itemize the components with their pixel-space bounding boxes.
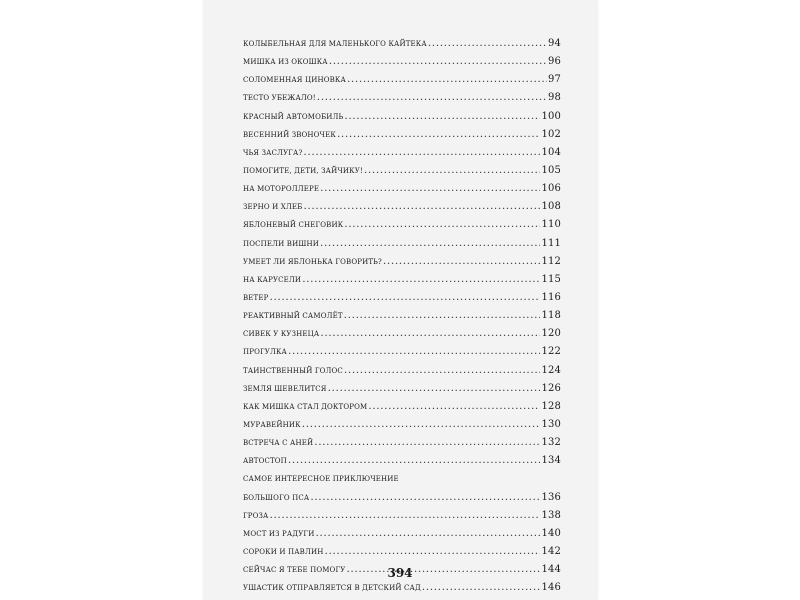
toc-entry bbox=[243, 252, 561, 270]
toc-dot-leader bbox=[270, 506, 541, 524]
toc-entry-page: 108 bbox=[541, 201, 561, 213]
toc-entry-title: самое интересное приключение bbox=[243, 472, 399, 485]
toc-entry-page: 115 bbox=[541, 273, 561, 285]
toc-dot-leader bbox=[320, 234, 540, 252]
toc-entry bbox=[243, 488, 561, 506]
toc-entry-title: соломенная циновка bbox=[243, 73, 346, 86]
toc-entry-page: 104 bbox=[541, 146, 561, 158]
toc-entry-title: ветер bbox=[243, 290, 269, 303]
toc-entry-title: таинственный голос bbox=[243, 363, 343, 376]
toc-dot-leader bbox=[315, 524, 540, 542]
toc-dot-leader bbox=[344, 361, 541, 379]
toc-entry bbox=[243, 524, 561, 542]
toc-entry-title: муравейник bbox=[243, 417, 301, 430]
toc-entry-title: мишка из окошка bbox=[243, 55, 328, 68]
toc-entry-title: умеет ли яблонька говорить? bbox=[243, 254, 382, 267]
toc-entry-title: тесто убежало! bbox=[243, 91, 316, 104]
toc-dot-leader bbox=[288, 342, 540, 360]
toc-dot-leader bbox=[303, 143, 540, 161]
toc-entry bbox=[243, 361, 561, 379]
toc-entry-page: 111 bbox=[541, 237, 561, 249]
toc-entry-page: 140 bbox=[541, 527, 561, 539]
toc-entry-title: помогите, дети, зайчику! bbox=[243, 163, 363, 176]
toc-entry-page: 120 bbox=[541, 328, 561, 340]
toc-entry bbox=[243, 270, 561, 288]
toc-dot-leader bbox=[324, 542, 540, 560]
page-number: 394 bbox=[387, 566, 413, 580]
toc-entry-title: сивек у кузнеца bbox=[243, 327, 320, 340]
toc-dot-leader bbox=[317, 88, 547, 106]
toc-entry bbox=[243, 342, 561, 360]
toc-entry bbox=[243, 34, 561, 52]
toc-entry-title: поспели вишни bbox=[243, 236, 319, 249]
toc-entry-title: мост из радуги bbox=[243, 526, 315, 539]
toc-dot-leader bbox=[320, 324, 540, 342]
toc-entry bbox=[243, 161, 561, 179]
toc-entry-page: 126 bbox=[541, 382, 561, 394]
toc-entry bbox=[243, 379, 561, 397]
toc-entry bbox=[243, 578, 561, 596]
toc-dot-leader bbox=[288, 451, 541, 469]
toc-dot-leader bbox=[368, 397, 540, 415]
toc-entry-page: 98 bbox=[547, 92, 561, 104]
toc-entry-title: на карусели bbox=[243, 272, 302, 285]
toc-entry-page: 128 bbox=[541, 400, 561, 412]
toc-entry-title: яблоневый снеговик bbox=[243, 218, 344, 231]
toc-entry-page: 106 bbox=[541, 183, 561, 195]
toc-dot-leader bbox=[344, 306, 541, 324]
toc-entry-page: 146 bbox=[541, 582, 561, 594]
toc-entry-page: 97 bbox=[547, 74, 561, 86]
toc-entry-page: 116 bbox=[541, 291, 561, 303]
toc-entry-title: как мишка стал доктором bbox=[243, 399, 368, 412]
toc-entry-page: 132 bbox=[541, 437, 561, 449]
toc-entry-title: сороки и павлин bbox=[243, 544, 324, 557]
toc-entry-page: 105 bbox=[541, 164, 561, 176]
toc-entry bbox=[243, 324, 561, 342]
toc-dot-leader bbox=[320, 179, 540, 197]
toc-entry-page: 118 bbox=[541, 310, 561, 322]
toc-dot-leader bbox=[302, 415, 541, 433]
toc-entry-page: 122 bbox=[541, 346, 561, 358]
toc-entry-page: 112 bbox=[541, 255, 561, 267]
toc-entry-title: колыбельная для маленького кайтека bbox=[243, 37, 427, 49]
toc-dot-leader bbox=[303, 197, 540, 215]
toc-dot-leader bbox=[270, 288, 541, 306]
toc-entry bbox=[243, 70, 561, 88]
toc-entry-title: реактивный самолёт bbox=[243, 309, 343, 322]
toc-dot-leader bbox=[314, 433, 540, 451]
toc-dot-leader bbox=[337, 125, 541, 143]
toc-dot-leader bbox=[302, 270, 540, 288]
toc-dot-leader bbox=[364, 161, 541, 179]
toc-entry bbox=[243, 125, 561, 143]
toc-entry-page: 138 bbox=[541, 509, 561, 521]
toc-entry bbox=[243, 52, 561, 70]
toc-entry bbox=[243, 288, 561, 306]
toc-dot-leader bbox=[344, 107, 540, 125]
toc-entry-page: 144 bbox=[541, 564, 561, 576]
toc-entry-title: зерно и хлеб bbox=[243, 200, 303, 213]
toc-dot-leader bbox=[383, 252, 541, 270]
toc-entry-title: чья заслуга? bbox=[243, 145, 303, 158]
toc-entry-page: 96 bbox=[547, 56, 561, 68]
toc-entry-page: 100 bbox=[541, 110, 561, 122]
toc-dot-leader bbox=[328, 379, 541, 397]
toc-entry-page: 124 bbox=[541, 364, 561, 376]
toc-entry-title: на мотороллере bbox=[243, 182, 320, 195]
toc-entry bbox=[243, 415, 561, 433]
toc-entry-page: 136 bbox=[541, 491, 561, 503]
toc-entry-title: прогулка bbox=[243, 345, 288, 358]
toc-dot-leader bbox=[329, 52, 547, 70]
toc-entry-title: сейчас я тебе помогу bbox=[243, 563, 346, 576]
toc-entry bbox=[243, 143, 561, 161]
toc-entry bbox=[243, 433, 561, 451]
toc-entry-title: встреча с аней bbox=[243, 436, 314, 449]
toc-dot-leader bbox=[347, 70, 547, 88]
toc-dot-leader bbox=[344, 215, 540, 233]
toc-entry-title: земля шевелится bbox=[243, 381, 327, 394]
toc-entry bbox=[243, 542, 561, 560]
toc-entry-title: большого пса bbox=[243, 490, 310, 503]
toc-entry bbox=[243, 88, 561, 106]
toc-entry-title: весенний звоночек bbox=[243, 127, 336, 140]
toc-dot-leader bbox=[428, 34, 547, 52]
table-of-contents bbox=[243, 34, 561, 596]
toc-entry bbox=[243, 234, 561, 252]
toc-entry bbox=[243, 506, 561, 524]
toc-entry bbox=[243, 469, 561, 487]
toc-entry-title: автостоп bbox=[243, 454, 287, 467]
toc-entry bbox=[243, 215, 561, 233]
toc-entry-page: 94 bbox=[547, 38, 561, 49]
toc-dot-leader bbox=[422, 578, 541, 596]
toc-entry bbox=[243, 179, 561, 197]
toc-entry-page: 110 bbox=[541, 219, 561, 231]
toc-entry-page: 134 bbox=[541, 455, 561, 467]
toc-entry bbox=[243, 397, 561, 415]
toc-entry-page: 130 bbox=[541, 418, 561, 430]
toc-entry-title: красный автомобиль bbox=[243, 109, 344, 122]
toc-entry-page: 102 bbox=[541, 128, 561, 140]
toc-entry bbox=[243, 451, 561, 469]
toc-dot-leader bbox=[310, 488, 540, 506]
toc-entry-page: 142 bbox=[541, 545, 561, 557]
toc-entry bbox=[243, 197, 561, 215]
toc-entry bbox=[243, 306, 561, 324]
toc-entry-title: гроза bbox=[243, 508, 269, 521]
toc-entry-title: ушастик отправляется в детский сад bbox=[243, 581, 421, 594]
toc-entry bbox=[243, 107, 561, 125]
